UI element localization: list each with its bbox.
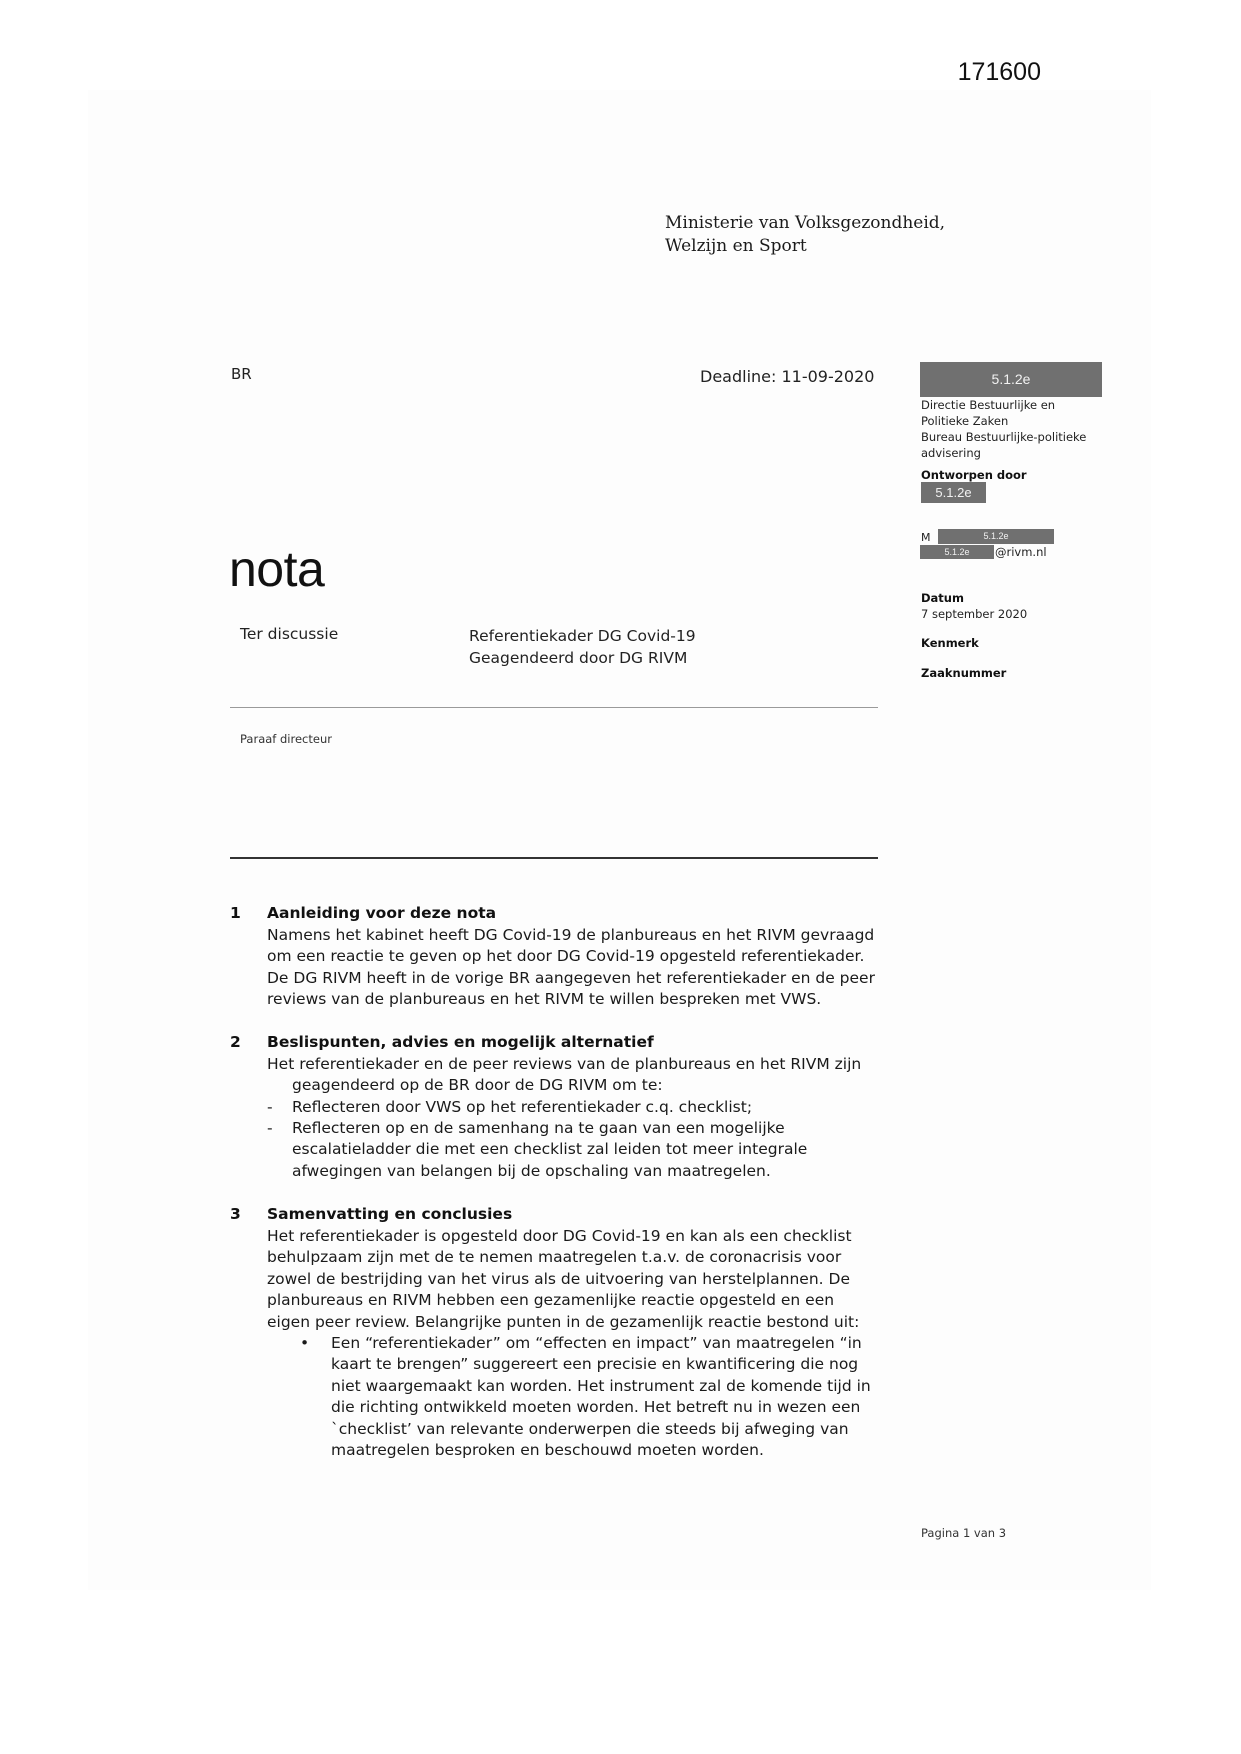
- body-line: behulpzaam zijn met de te nemen maatregelen t.a.v. de coronacrisis voor: [267, 1248, 842, 1267]
- body-line: Het referentiekader is opgesteld door DG Covid-19 en kan als een checklist: [267, 1227, 852, 1245]
- ministry-line-1: Ministerie van Volksgezondheid,: [665, 213, 946, 233]
- bullet-marker: -: [267, 1098, 273, 1116]
- section-body: [267, 1226, 859, 1333]
- subject: [469, 625, 696, 669]
- subject-line: Geagendeerd door DG RIVM: [469, 649, 688, 667]
- ministry-line-2: Welzijn en Sport: [665, 236, 807, 256]
- department-block: [921, 397, 1121, 461]
- bullet-text: [292, 1118, 807, 1182]
- subject-line: Referentiekader DG Covid-19: [469, 627, 696, 645]
- body-line: De DG RIVM heeft in de vorige BR aangegeven het referentiekader en de peer: [267, 968, 875, 987]
- designed-by-label: Ontworpen door: [921, 468, 1027, 482]
- body-line: Reflecteren op en de samenhang na te gaan van een mogelijke: [292, 1119, 785, 1137]
- body-line: escalatieladder die met een checklist zal leiden tot meer integrale: [292, 1140, 808, 1159]
- body-line: Reflecteren door VWS op het referentiekader c.q. checklist;: [292, 1098, 753, 1116]
- divider: [230, 707, 878, 708]
- redaction-box: 5.1.2e: [920, 362, 1102, 397]
- body-line: geagendeerd op de BR door de DG RIVM om te:: [292, 1076, 663, 1095]
- document-title: nota: [229, 541, 325, 597]
- redaction-box: 5.1.2e: [920, 545, 994, 559]
- body-line: Namens het kabinet heeft DG Covid-19 de planbureaus en het RIVM gevraagd: [267, 926, 875, 944]
- body-line: niet waargemaakt kan worden. Het instrument zal de komende tijd in: [331, 1376, 871, 1395]
- phone-prefix: M: [921, 531, 931, 544]
- paraaf-label: Paraaf directeur: [240, 732, 332, 746]
- date-label: Datum: [921, 591, 964, 605]
- body-line: maatregelen besproken en beschouwd moeten worden.: [331, 1441, 764, 1460]
- body-line: planbureaus en RIVM hebben een gezamenlijke reactie opgesteld en een: [267, 1291, 835, 1310]
- department-line: advisering: [921, 446, 981, 460]
- department-line: Politieke Zaken: [921, 414, 1009, 428]
- section-number: 3: [230, 1205, 241, 1223]
- department-line: Directie Bestuurlijke en: [921, 398, 1056, 412]
- signature-line: [230, 857, 878, 859]
- body-line: Het referentiekader en de peer reviews van de planbureaus en het RIVM zijn: [267, 1055, 862, 1073]
- section-heading: Aanleiding voor deze nota: [267, 904, 497, 922]
- addressee: BR: [231, 365, 252, 383]
- body-line: die richting ontwikkeld moeten worden. Het betreft nu in wezen een: [331, 1398, 861, 1417]
- ministry-logo-text: [665, 212, 945, 258]
- redaction-box: 5.1.2e: [938, 529, 1054, 544]
- body-line: om een reactie te geven op het door DG Covid-19 opgesteld referentiekader.: [267, 947, 865, 966]
- bullet-text: [331, 1333, 871, 1461]
- body-line: reviews van de planbureaus en het RIVM te willen bespreken met VWS.: [267, 990, 822, 1009]
- document-number: 171600: [957, 58, 1041, 86]
- bullet-marker: •: [300, 1334, 310, 1352]
- body-line: zowel de bestrijding van het virus als de uitvoering van herstelplannen. De: [267, 1269, 850, 1288]
- body-line: eigen peer review. Belangrijke punten in de gezamenlijk reactie bestond uit:: [267, 1312, 860, 1331]
- body-line: afwegingen van belangen bij de opschaling van maatregelen.: [292, 1161, 771, 1180]
- body-line: `checklist’ van relevante onderwerpen die steeds bij afweging van: [331, 1419, 849, 1438]
- body-line: Een “referentiekader” om “effecten en impact” van maatregelen “in: [331, 1334, 862, 1352]
- bullet-marker: -: [267, 1119, 273, 1137]
- section-heading: Samenvatting en conclusies: [267, 1205, 513, 1223]
- case-number-label: Zaaknummer: [921, 666, 1007, 680]
- redaction-box: 5.1.2e: [921, 482, 986, 503]
- section-body: [267, 1054, 861, 1097]
- section-body: [267, 925, 875, 1011]
- reference-label: Kenmerk: [921, 636, 979, 650]
- bullet-text: [292, 1097, 752, 1118]
- section-heading: Beslispunten, advies en mogelijk alternatief: [267, 1033, 654, 1051]
- page-number: Pagina 1 van 3: [921, 1526, 1007, 1540]
- date-value: 7 september 2020: [921, 607, 1028, 621]
- deadline: Deadline: 11-09-2020: [700, 367, 875, 386]
- department-line: Bureau Bestuurlijke-politieke: [921, 430, 1087, 444]
- section-number: 1: [230, 904, 241, 922]
- section-number: 2: [230, 1033, 241, 1051]
- body-line: kaart te brengen” suggereert een precisie en kwantificering die nog: [331, 1355, 859, 1374]
- status-label: Ter discussie: [240, 625, 339, 643]
- email-suffix: @rivm.nl: [995, 545, 1047, 559]
